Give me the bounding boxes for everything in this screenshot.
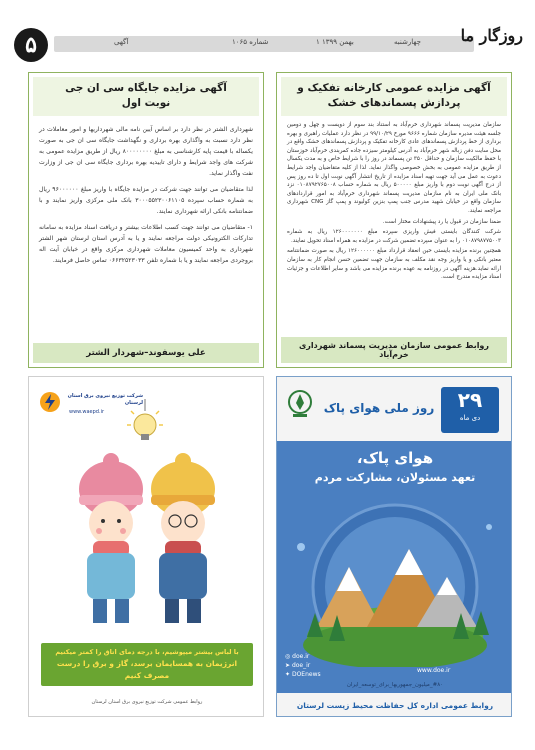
poster-website: www.doe.ir — [417, 667, 451, 674]
ad-paragraph: لذا متقاضیان می توانند جهت شرکت در مزایده جایگاه با واریز مبلغ ۹۶۰۰۰۰۰۰ ریال به شماره حساب سپرده ۳۰۰۰۵۵۲۳۰۰۶۱۱۰۵ بانک ملی مرکزی واریز نمایند و با ضمانتنامه بانکی ارائه شهرداری نمایند. — [39, 186, 253, 215]
poster-hashtag: #۸۰_میلیون_جمهوریها_برای_توسعه_ایران — [346, 682, 444, 688]
social-handle-2: doe_ir — [291, 662, 311, 669]
ad-body — [281, 116, 507, 282]
page-header — [14, 28, 523, 64]
poster-energy-saving — [28, 376, 264, 717]
company-logo-icon — [39, 391, 61, 413]
poster-clean-air-day — [276, 376, 512, 717]
poster-footer: روابط عمومی شرکت توزیع نیروی برق استان لرستان — [91, 699, 203, 705]
ad-title: آگهی مزایده جایگاه سی ان جی — [65, 82, 227, 94]
ad-body — [33, 116, 259, 266]
ad-title-band — [33, 77, 259, 116]
social-handle-3: DOEnews — [291, 671, 321, 678]
slogan-bottom: انرژیمان به همسایمان برسد، گاز و برق را درست مصرف کنیم — [56, 659, 238, 680]
children-in-winter-clothes-illustration — [53, 443, 243, 633]
instagram-icon: ◎ — [285, 653, 291, 660]
telegram-icon: ➤ — [285, 662, 291, 669]
ad-title: آگهی مزایده عمومی کارخانه تفکیک و پردازش پسماندهای خشک — [297, 82, 491, 109]
ad-footer: علی یوسفوند–شهردار الشتر — [33, 343, 259, 363]
ad-paragraph: ۱- متقاضیان می توانند جهت کسب اطلاعات بیشتر و دریافت اسناد مزایده به سامانه تدارکات الکترونیکی دولت مراجعه نمایند و یا به آدرس استان لرستان شهر الشتر شهرداری به واحد کمیسیون معاملات شهرداری مرکزی واقع در خیابان آیت اله بروجردی مراجعه نمایند و یا با شماره تلفن ۰۶۶۳۲۵۲۳۰۳۳ تماس حاصل فرمایند. — [39, 224, 253, 264]
slogan-line-2: تعهد مسئولان، مشارکت مردم — [314, 471, 476, 484]
issue-number: شماره ۱۰۶۵ — [232, 38, 269, 46]
newspaper-logo: روزگار ما — [460, 26, 523, 45]
doe-emblem-icon — [287, 389, 313, 419]
date-label: ۱ بهمن ۱۳۹۹ — [316, 38, 354, 46]
slogan-line-1: هوای پاک، — [356, 449, 434, 467]
ad-paragraph: همچنین برنده مزایده بایستی حین انعقاد قرارداد مبلغ ۱۲۶۰۰۰۰۰۰ ریال به صورت ضمانتنامه معتبر بانکی و یا واریز وجه نقد مکلف به سازمان جهت تضمین حسن انجام کار به سازمان ارائه نماید.هزینه آگهی در روزنامه به عهده برنده مزایده می باشد و سایر اطلاعات و جزئیات اسناد مزایده مندرج است. — [287, 248, 501, 281]
ad-paragraph: ضمنا سازمان در قبول یا رد پیشنهادات مختار است. — [382, 218, 501, 225]
poster-footer: روابط عمومی اداره کل حفاظت محیط زیست لرستان — [277, 693, 512, 717]
slogan-top: با لباس بیشتر میپوشیم، با درجه دمای اتاق را کمتر میکنیم — [55, 648, 239, 656]
month-label: دی ماه — [459, 414, 481, 422]
ad-cng-auction — [28, 72, 264, 368]
slogan-banner — [41, 643, 253, 686]
company-website: www.waepd.ir — [69, 409, 105, 415]
day-number: ۲۹ — [457, 388, 483, 412]
company-name: شرکت توزیع نیروی برق استان لرستان — [67, 393, 143, 406]
ad-waste-auction — [276, 72, 512, 368]
social-handle-1: doe.ir — [292, 653, 310, 660]
header-bar — [54, 36, 474, 52]
ad-paragraph: شرکت کنندگان بایستی فیش واریزی سپرده مبلغ ۱۲۶۰۰۰۰۰۰۰ ریال به شماره ۰۱۰۸۷۹۸۷۷۵۰۰۳ را به عنوان سپرده تضمین شرکت در مزایده به همراه اسناد تحویل نمایند. — [287, 229, 501, 244]
page-number: ۵ — [14, 28, 48, 62]
date-badge — [441, 387, 499, 433]
globe-landscape-illustration — [277, 487, 512, 667]
ad-footer: روابط عمومی سازمان مدیریت پسماند شهرداری خرم‌آباد — [281, 337, 507, 363]
section-label: آگهی — [114, 38, 129, 46]
twitter-icon: ✦ — [285, 671, 291, 678]
ad-title-band — [281, 77, 507, 116]
weekday-label: چهارشنبه — [394, 38, 421, 46]
ad-paragraph: سازمان مدیریت پسماند شهرداری خرم‌آباد به استناد بند سوم از دویست و چهل و دومین جلسه هیئت مدیره سازمان شماره ۹۶۶۶ مورخ ۹۹/۱۰/۲۹ در نظر دارد عملیات راهبری و بهره برداری از خط پردازش پسماندهای عادی کارخانه تفکیک و پردازش پسماندهای خشک واقع در محل سایت دفن زباله شهر خرم‌آباد به آدرس کیلومتر سیزده جاده کمربندی خرم‌آباد خوزستان با حفظ مالکیت سازمان و حداقل ۳۵۰ تن پسماند در روز را با شرایط خاص و به مدت یکسال از طریق مزایده عمومی به بخش خصوصی واگذار نماید. لذا از کلیه متقاضیان واجد شرایط دعوت به عمل می آید جهت تهیه اسناد مزایده از تاریخ انتشار آگهی نوبت اول تا ده روز پس از درج آگهی نوبت دوم با واریز مبلغ ۵۰۰۰۰۰ ریال به شماره حساب ۰۱۰۸۷۹۲۷۶۵۰۰۸ نزد بانک ملی ایران به نام سازمان مدیریت پسماند شهرداری خرم‌آباد به امور قراردادهای سازمان واقع در خیابان شهید مدرس جنب پمپ بنزین کولیوند و پمپ گاز CNG شهرداری مراجعه نمایند. — [287, 122, 501, 214]
social-links — [285, 652, 321, 679]
ad-paragraph: شهرداری الشتر در نظر دارد بر اساس آیین نامه مالی شهرداریها و امور معاملات در نظر دارد نسبت به واگذاری بهره برداری و نگهداشت جایگاه سی ان جی به صورت یکساله با قیمت پایه کارشناسی به مبلغ ۸۰۰۰۰۰۰۰۰ ریال از طریق مزایده عمومی به شرکت های واجد شرایط و دارای تاییدیه بهره برداری جایگاه سی ان جی از وزارت نفت واگذار نماید. — [39, 126, 253, 177]
ad-subtitle: نوبت اول — [121, 97, 171, 109]
poster-headline: روز ملی هوای پاک — [323, 401, 435, 415]
